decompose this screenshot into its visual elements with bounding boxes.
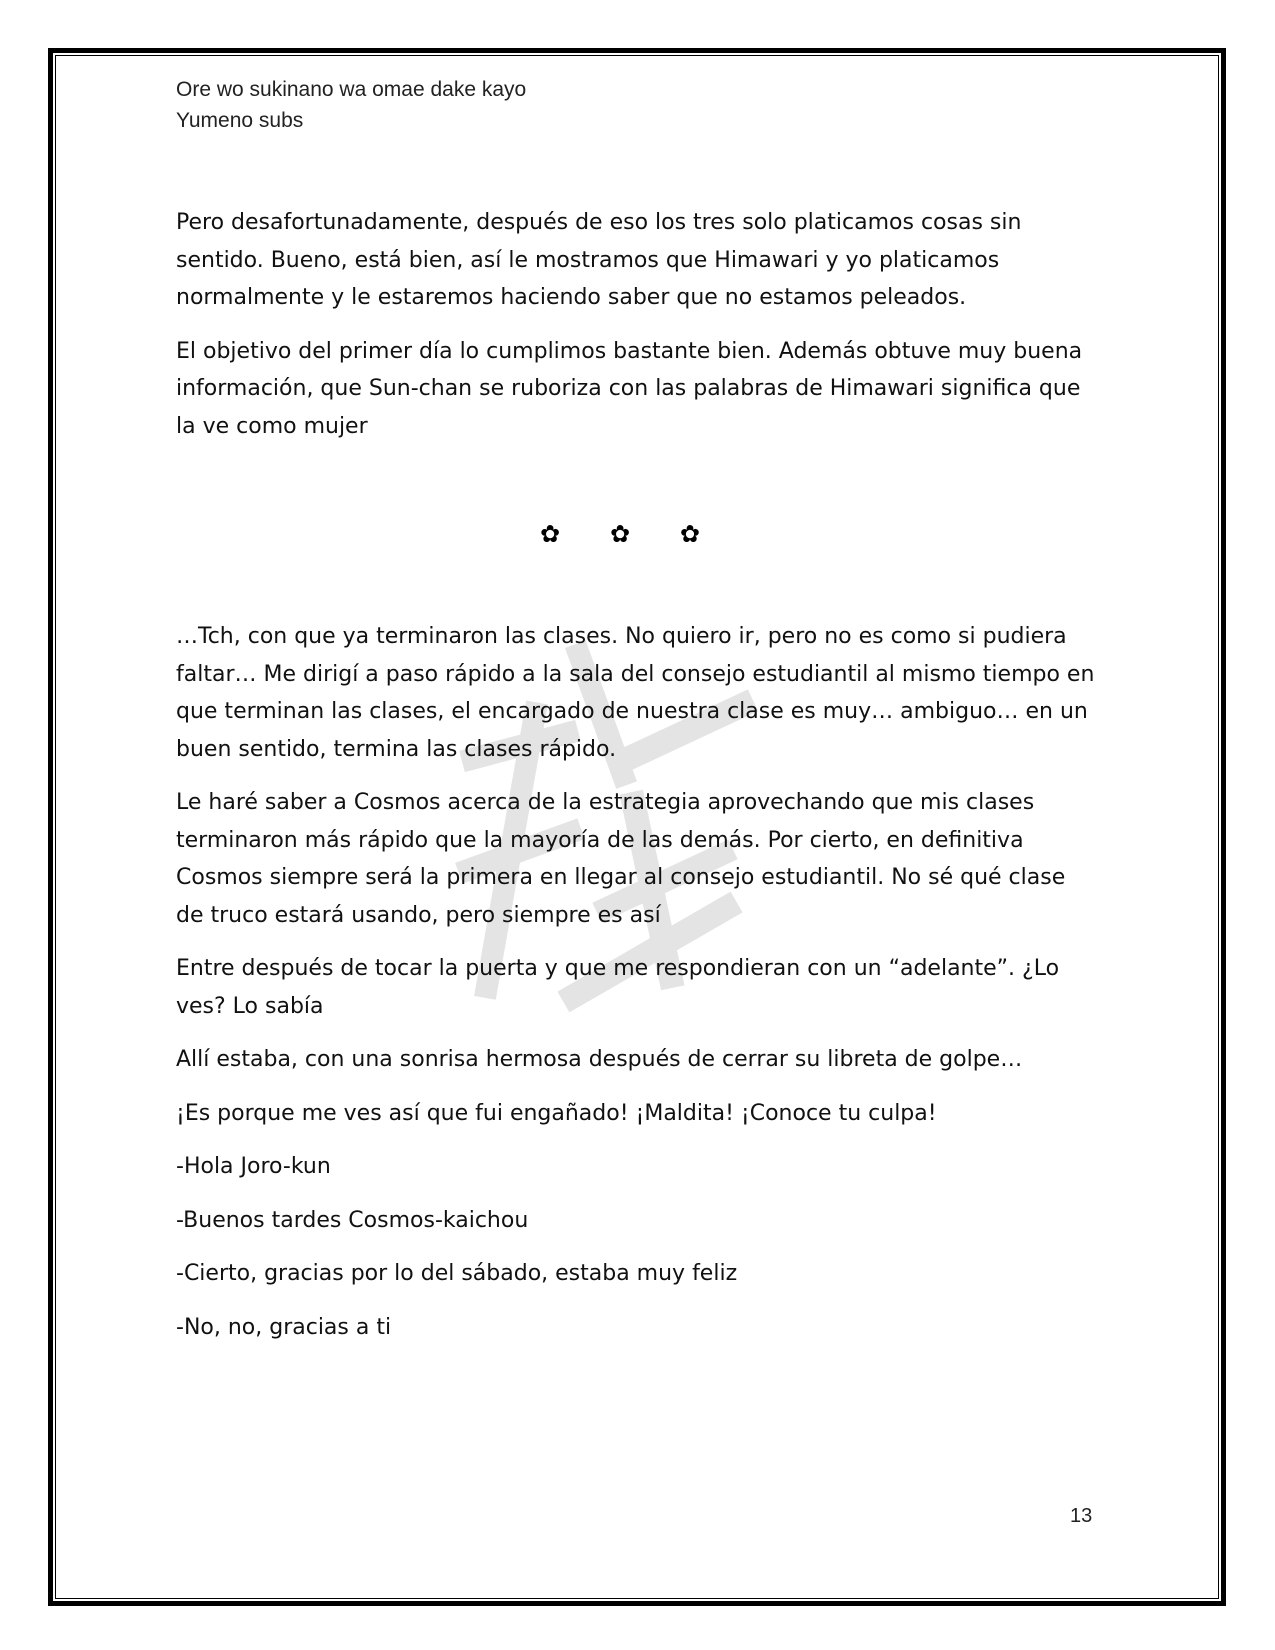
paragraph: El objetivo del primer día lo cumplimos bastante bien. Además obtuve muy buena información, que Sun-chan se ruboriza con las palabras de Himawari significa que la ve como mujer [176,338,1083,439]
paragraph: Allí estaba, con una sonrisa hermosa después de cerrar su libreta de golpe… [176,1047,1023,1072]
header-title: Ore wo sukinano wa omae dake kayo [176,78,527,101]
paragraph: Pero desafortunadamente, después de eso los tres solo platicamos cosas sin sentido. Bueno, está bien, así le mostramos que Himawari y yo platicamos normalmente y le estaremos haciendo saber que no estamos peleados. [176,210,1022,310]
dialogue-line: -Cierto, gracias por lo del sábado, estaba muy feliz [176,1261,738,1286]
dialogue-line: -Hola Joro-kun [176,1154,331,1179]
paragraph: Le haré saber a Cosmos acerca de la estrategia aprovechando que mis clases terminaron más rápido que la mayoría de las demás. Por cierto, en definitiva Cosmos siempre será la primera en llegar al consejo estudiantil. No sé qué clase de truco estará usando, pero siempre es así [176,790,1066,928]
page-number: 13 [1070,1505,1093,1527]
paragraph: ¡Es porque me ves así que fui engañado! ¡Maldita! ¡Conoce tu culpa! [176,1100,937,1126]
header-group: Yumeno subs [176,109,304,132]
section-separator [540,520,700,548]
section-2-text [176,618,1096,1362]
paragraph: Entre después de tocar la puerta y que me respondieran con un “adelante”. ¿Lo ves? Lo sabía [176,956,1060,1019]
dialogue-line: -No, no, gracias a ti [176,1314,392,1340]
page-header [176,74,526,136]
flower-icon: ✿ [679,520,700,548]
flower-icon: ✿ [609,520,631,548]
section-1-text [176,204,1096,461]
dialogue-line: -Buenos tardes Cosmos-kaichou [176,1207,529,1233]
flower-icon: ✿ [540,520,561,548]
paragraph: …Tch, con que ya terminaron las clases. No quiero ir, pero no es como si pudiera faltar… Me dirigí a paso rápido a la sala del consejo estudiantil al mismo tiempo en que terminan las clases, el encargado de nuestra clase es muy… ambiguo… en un buen sentido, termina las clases rápido. [176,624,1095,762]
